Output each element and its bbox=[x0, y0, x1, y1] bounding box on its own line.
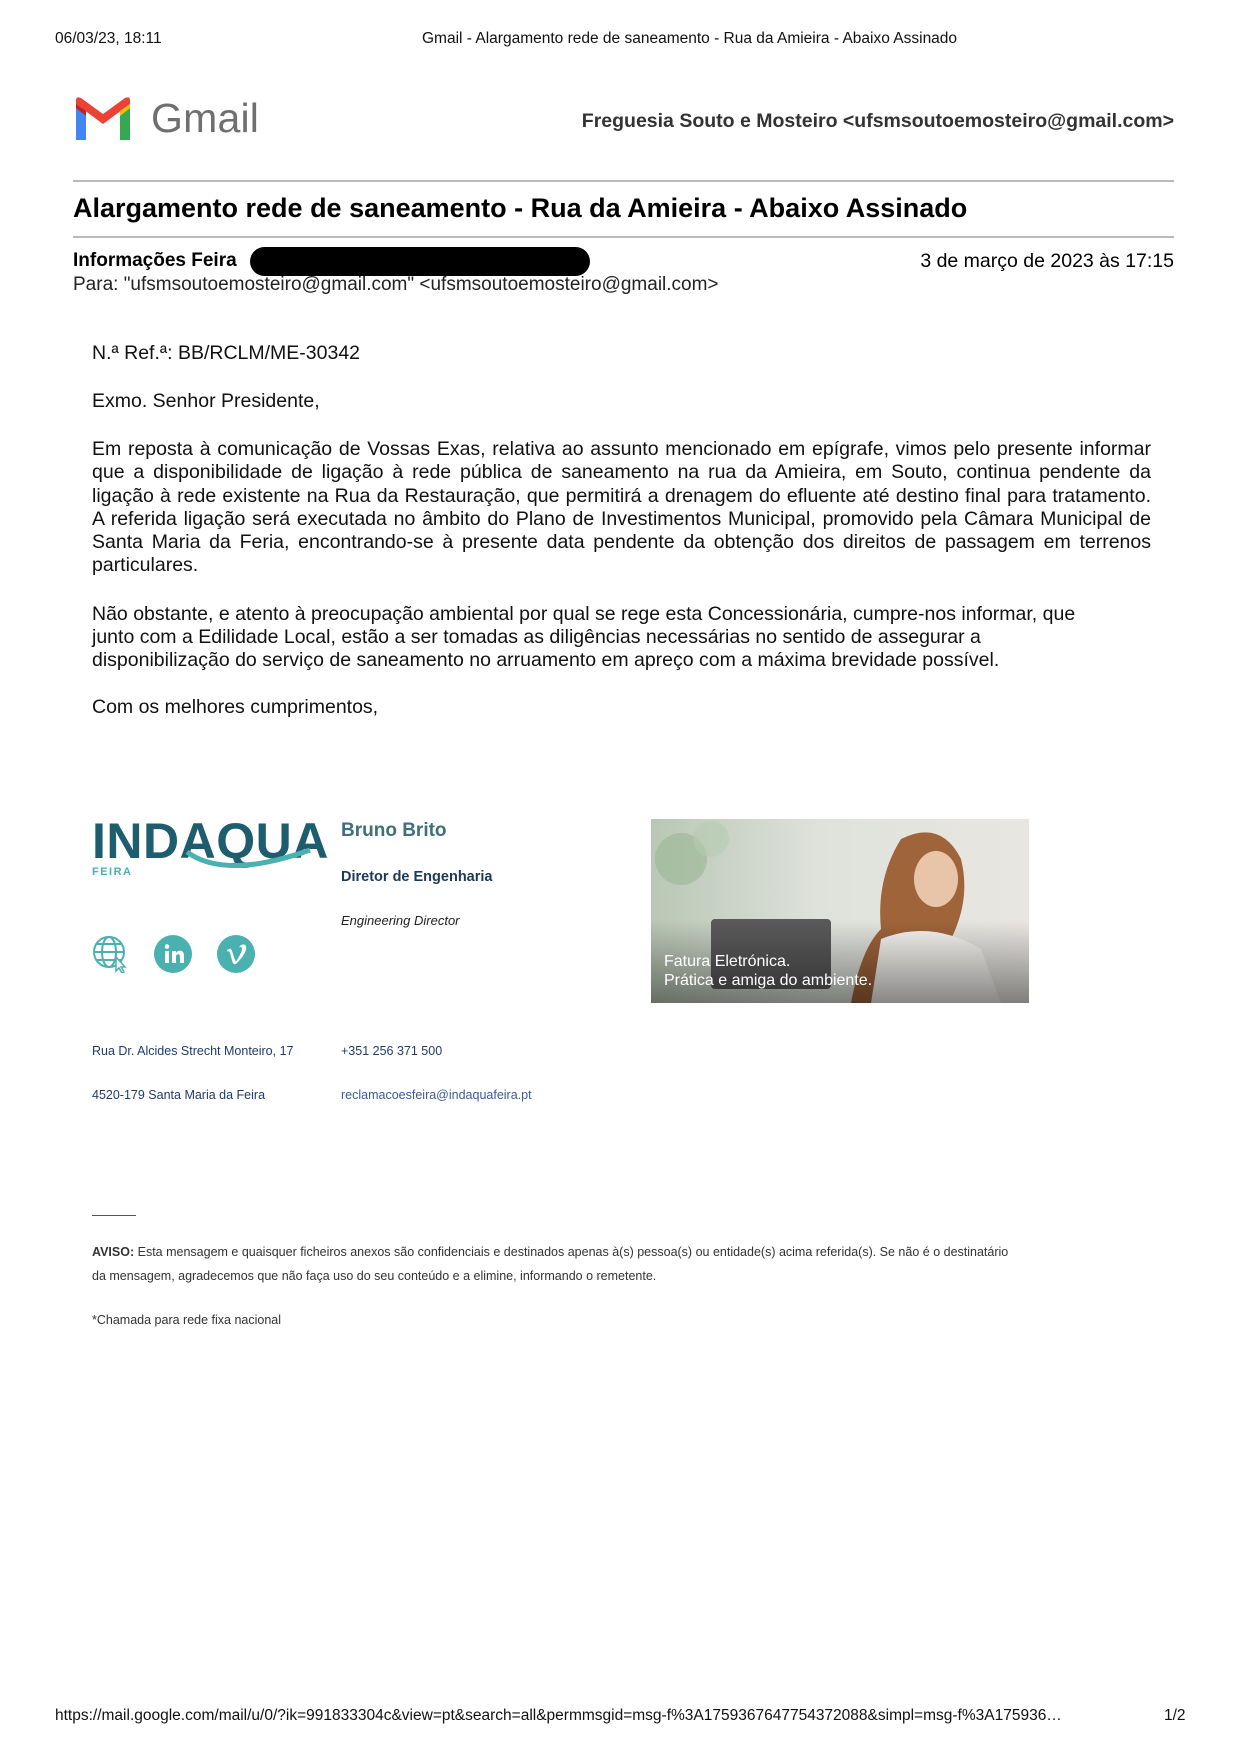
indaqua-wave-icon bbox=[175, 830, 315, 880]
signature-name: Bruno Brito bbox=[341, 820, 447, 841]
globe-icon[interactable] bbox=[92, 935, 130, 973]
footnote: *Chamada para rede fixa nacional bbox=[92, 1313, 282, 1327]
indaqua-logo-sub: FEIRA bbox=[92, 866, 133, 878]
body-paragraph-1: Em reposta à comunicação de Vossas Exas, relativa ao assunto mencionado em epígrafe, vimos pelo presente informar que a disponibilidade de ligação à rede pública de saneamento na rua da Amieira, em Souto, continua pendente da ligação à rede existente na Rua da Restauração, que permitirá a drenagem do efluente até destino final para tratamento. A referida ligação será executada no âmbito do Plano de Investimentos Municipal, promovido pela Câmara Municipal de Santa Maria da Feria, encontrando-se à presente data pendente da obtenção dos direitos de passagem em terrenos particulares. bbox=[92, 438, 1151, 577]
body-paragraph-2-line-3: disponibilização do serviço de saneamento no arruamento em apreço com a máxima brevidade possível. bbox=[92, 649, 1000, 671]
sender-name: Informações Feira bbox=[73, 250, 237, 271]
phone-number[interactable]: +351 256 371 500 bbox=[341, 1044, 443, 1058]
print-datetime: 06/03/23, 18:11 bbox=[55, 30, 162, 47]
greeting: Exmo. Senhor Presidente, bbox=[92, 390, 320, 412]
notice-text-2: da mensagem, agradecemos que não faça uso do seu conteúdo e a elimine, informando o remetente. bbox=[92, 1269, 657, 1283]
print-footer-url: https://mail.google.com/mail/u/0/?ik=991833304c&view=pt&search=all&permmsgid=msg-f%3A1759367647754372088&simpl=msg-f%3A175936… bbox=[55, 1707, 1062, 1724]
message-subject: Alargamento rede de saneamento - Rua da Amieira - Abaixo Assinado bbox=[73, 193, 968, 223]
notice-label: AVISO: bbox=[92, 1245, 135, 1259]
notice-line-1 bbox=[92, 1241, 1008, 1263]
gmail-logo-icon bbox=[72, 96, 134, 144]
promo-caption-2: Prática e amiga do ambiente. bbox=[664, 972, 873, 989]
divider bbox=[73, 236, 1174, 238]
account-label: Freguesia Souto e Mosteiro <ufsmsoutoemosteiro@gmail.com> bbox=[581, 110, 1174, 132]
email-link[interactable]: reclamacoesfeira@indaquafeira.pt bbox=[341, 1088, 532, 1102]
redaction-bar bbox=[250, 247, 590, 276]
closing: Com os melhores cumprimentos, bbox=[92, 696, 379, 718]
linkedin-icon[interactable] bbox=[154, 935, 192, 973]
gmail-logo-text: Gmail bbox=[151, 95, 260, 141]
separator bbox=[92, 1215, 136, 1216]
notice-text-1: Esta mensagem e quaisquer ficheiros anexos são confidenciais e destinados apenas à(s) pessoa(s) ou entidade(s) acima referida(s). Se não é o destinatário bbox=[134, 1245, 1009, 1259]
reference-number: N.ª Ref.ª: BB/RCLM/ME-30342 bbox=[92, 342, 361, 364]
print-page-number: 1/2 bbox=[1164, 1707, 1186, 1724]
signature-role: Diretor de Engenharia bbox=[341, 869, 493, 885]
divider bbox=[73, 180, 1174, 182]
recipient-line: Para: "ufsmsoutoemosteiro@gmail.com" <ufsmsoutoemosteiro@gmail.com> bbox=[73, 274, 719, 295]
body-paragraph-2-line-1: Não obstante, e atento à preocupação ambiental por qual se rege esta Concessionária, cumpre-nos informar, que bbox=[92, 603, 1076, 625]
body-paragraph-2-line-2: junto com a Edilidade Local, estão a ser tomadas as diligências necessárias no sentido de assegurar a bbox=[92, 626, 981, 648]
address-line-2: 4520-179 Santa Maria da Feira bbox=[92, 1088, 266, 1102]
promo-caption-1: Fatura Eletrónica. bbox=[664, 953, 791, 970]
address-line-1: Rua Dr. Alcides Strecht Monteiro, 17 bbox=[92, 1044, 294, 1058]
print-title: Gmail - Alargamento rede de saneamento - Rua da Amieira - Abaixo Assinado bbox=[422, 30, 958, 47]
indaqua-logo: INDAQUA bbox=[92, 813, 329, 869]
vimeo-icon[interactable] bbox=[217, 935, 255, 973]
signature-role-en: Engineering Director bbox=[341, 913, 460, 928]
message-date: 3 de março de 2023 às 17:15 bbox=[920, 250, 1174, 272]
